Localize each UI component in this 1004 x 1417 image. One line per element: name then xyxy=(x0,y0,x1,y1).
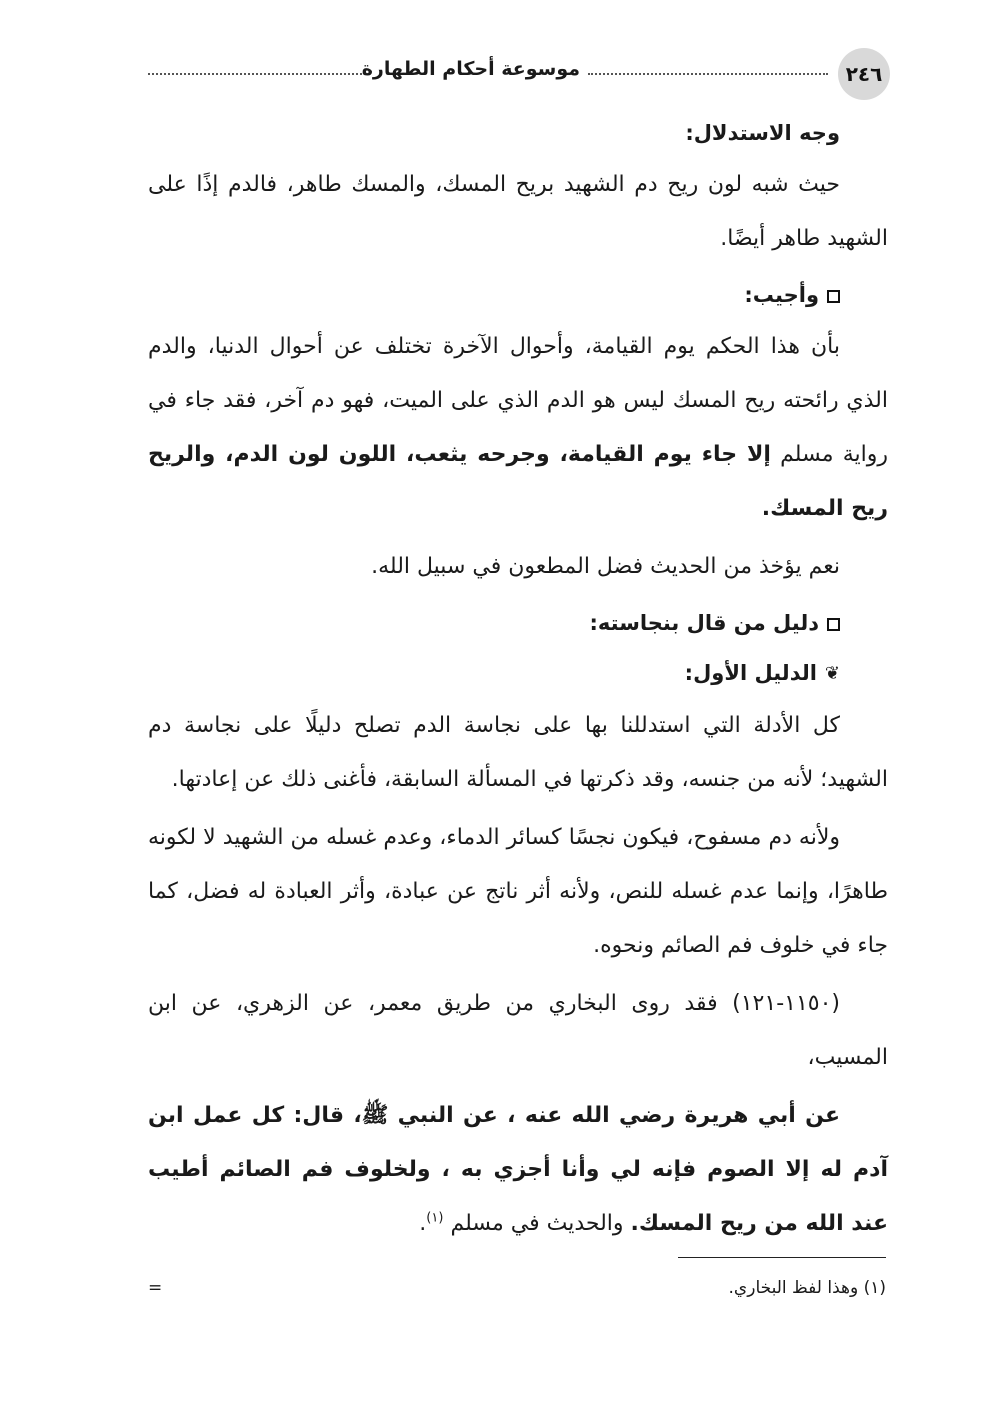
hadith-quote: إلا جاء يوم القيامة، وجرحه يثعب، اللون لون الدم، والريح ريح المسك. xyxy=(148,442,888,521)
section-heading xyxy=(148,648,888,699)
paragraph: ولأنه دم مسفوح، فيكون نجسًا كسائر الدماء، وعدم غسله من الشهيد لا لكونه طاهرًا، وإنما عدم غسله للنص، ولأنه أثر ناتج عن عبادة، وأثر العبادة له فضل، كما جاء في خلوف فم الصائم ونحوه. xyxy=(148,825,888,958)
heading-text: الدليل الأول: xyxy=(684,661,817,685)
section-heading xyxy=(148,598,888,648)
paragraph: كل الأدلة التي استدللنا بها على نجاسة الدم تصلح دليلًا على نجاسة دم الشهيد؛ لأنه من جنسه، وقد ذكرتها في المسألة السابقة، فأغنى ذلك عن إعادتها. xyxy=(148,713,888,792)
section-heading xyxy=(148,108,888,158)
page-number: ٢٤٦ xyxy=(838,48,890,100)
footnote: (١) وهذا لفظ البخاري. xyxy=(728,1278,886,1298)
section-heading xyxy=(148,270,888,320)
paragraph: (١١٥٠-١٢١) فقد روى البخاري من طريق معمر، عن الزهري، عن ابن المسيب، xyxy=(148,991,888,1070)
hadith-quote: عن أبي هريرة رضي الله عنه ، عن النبي ﷺ، قال: كل عمل ابن آدم له إلا الصوم فإنه لي وأنا أجزي به ، ولخلوف فم الصائم أطيب عند الله من ريح المسك. xyxy=(148,1103,888,1236)
header-dotted-rule-right xyxy=(588,73,828,75)
book-title: موسوعة أحكام الطهارة xyxy=(361,58,580,80)
paragraph: حيث شبه لون ريح دم الشهيد بريح المسك، والمسك طاهر، فالدم إذًا على الشهيد طاهر أيضًا. xyxy=(148,172,888,251)
footnote-continuation-marker: = xyxy=(148,1278,163,1298)
footnote-separator xyxy=(678,1257,886,1258)
paragraph-text: . xyxy=(419,1211,427,1236)
paragraph xyxy=(148,320,888,536)
page-header xyxy=(148,48,890,100)
heading-text: وجه الاستدلال: xyxy=(685,121,840,145)
page-body xyxy=(148,108,888,1251)
leaf-icon: ❦ xyxy=(824,663,840,684)
header-dotted-rule-left xyxy=(148,73,370,75)
paragraph: نعم يؤخذ من الحديث فضل المطعون في سبيل الله. xyxy=(371,554,840,579)
footnote-reference[interactable]: (١) xyxy=(426,1210,444,1226)
paragraph xyxy=(148,1089,888,1251)
square-outline-icon xyxy=(827,618,840,631)
heading-text: وأجيب: xyxy=(744,283,819,307)
paragraph-text: بأن هذا الحكم يوم القيامة، وأحوال الآخرة تختلف عن أحوال الدنيا، والدم الذي رائحته ريح المسك ليس هو الدم الذي على الميت، فهو دم آخر، فقد جاء في رواية مسلم xyxy=(148,334,888,467)
paragraph-text: والحديث في مسلم xyxy=(450,1211,631,1236)
heading-text: دليل من قال بنجاسته: xyxy=(589,611,819,635)
square-outline-icon xyxy=(827,290,840,303)
